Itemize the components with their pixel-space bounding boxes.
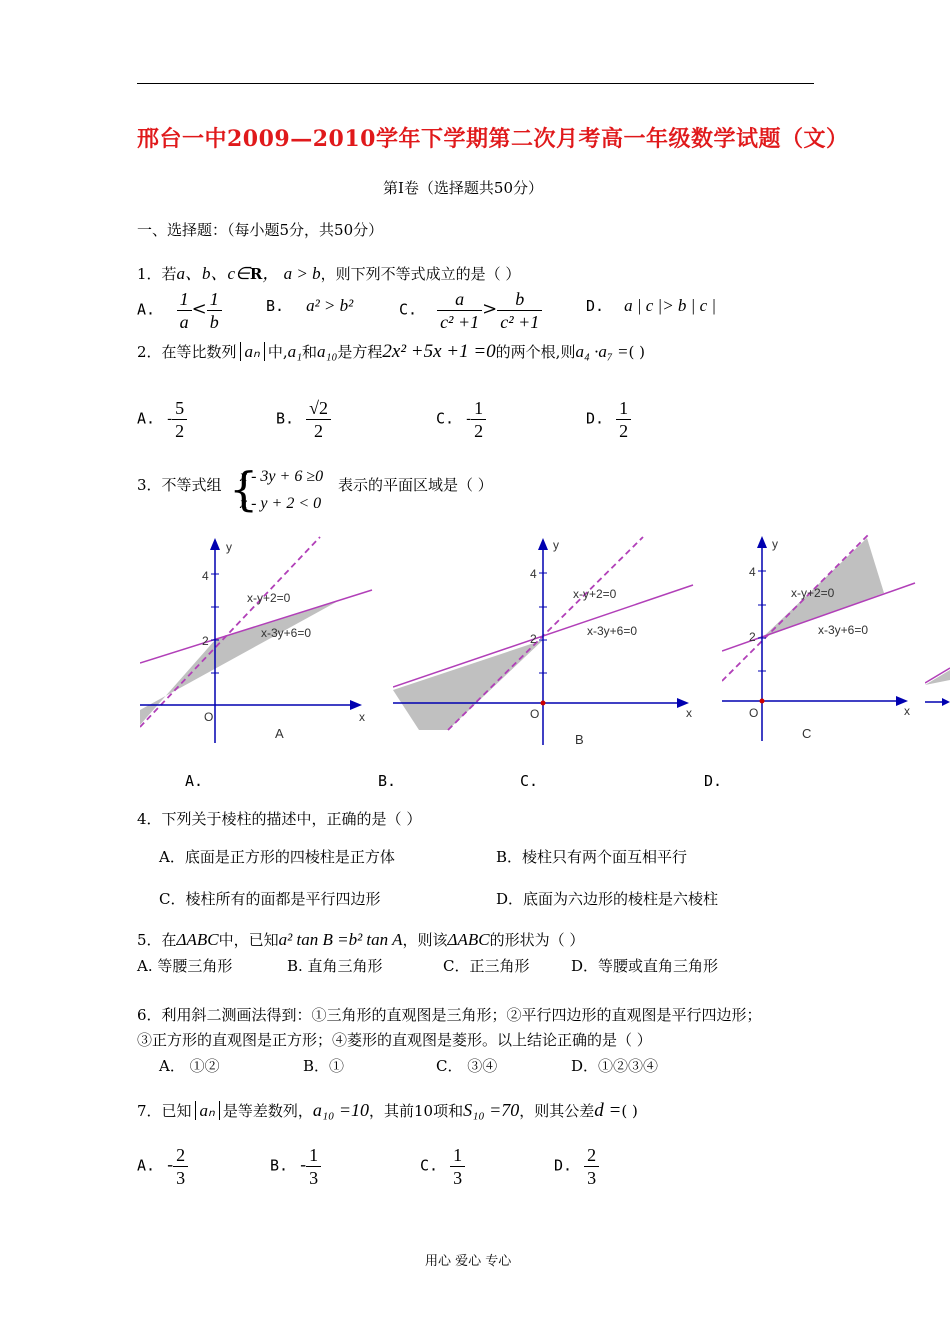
q5-option-c: C．正三角形 [443, 957, 530, 975]
q2-option-c: C. - $\frac{1}{2}$ [436, 397, 486, 442]
q3-brace: { [229, 462, 259, 516]
graph-c-line2-label: x-3y+6=0 [818, 623, 869, 637]
q1-tail: ，则下列不等式成立的是（ ） [320, 265, 521, 283]
q5-option-a: A. 等腰三角形 [137, 957, 233, 975]
q3-option-b: B. [378, 772, 397, 790]
q1-vars: a、b、c∈ [176, 264, 250, 283]
q1-real-set: R [249, 265, 263, 283]
q6-option-c: C． ③④ [436, 1057, 498, 1075]
q6-option-d: D．①②③④ [571, 1057, 659, 1075]
q5-option-b: B. 直角三角形 [287, 957, 383, 975]
graph-c-line1-label: x-y+2=0 [791, 586, 835, 600]
q1-option-d: D. a | c |> b | c | [586, 296, 717, 315]
graph-c-x-label: x [904, 704, 910, 718]
graph-b-caption: B [575, 732, 584, 747]
question-1-stem [137, 259, 520, 284]
q5-option-d: D．等腰或直角三角形 [571, 957, 719, 975]
q2-option-d: D. $\frac{1}{2}$ [586, 397, 631, 442]
graph-c-origin: O [749, 706, 759, 720]
header-rule [137, 83, 814, 84]
question-6-line-1: 6．利用斜二测画法得到：①三角形的直观图是三角形；②平行四边形的直观图是平行四边形； [137, 1006, 762, 1024]
svg-text:2: 2 [749, 630, 756, 644]
question-6-line-2: ③正方形的直观图是正方形；④菱形的直观图是菱形。以上结论正确的是（ ） [137, 1031, 652, 1049]
q1-option-a: A. $\frac{1}{a}$ < $\frac{1}{b}$ [137, 288, 222, 333]
graph-a-line1-label: x-y+2=0 [247, 591, 291, 605]
q7-option-b: B. - $\frac{1}{3}$ [270, 1144, 321, 1189]
q4-option-d: D．底面为六边形的棱柱是六棱柱 [496, 890, 719, 908]
graph-b-x-label: x [686, 706, 692, 720]
q1-option-b: B. a² > b² [266, 296, 354, 315]
q3-tail: 表示的平面区域是（ ） [338, 476, 493, 494]
q1-option-c: C. $\frac{a}{\text{c² +1}}$ > $\frac{b}{\text{c² +1}}$ [399, 288, 542, 333]
q7-option-c: C. $\frac{1}{3}$ [420, 1144, 465, 1189]
q6-option-a: A． ①② [159, 1057, 220, 1075]
graph-c-y-label: y [772, 537, 778, 551]
q7-option-d: D. $\frac{2}{3}$ [554, 1144, 599, 1189]
graph-a-y-label: y [226, 540, 232, 554]
question-7-stem: 7．已知 aₙ 是等差数列，a₁₀ =10，其前10项和S₁₀ =70，则其公差d =( ) [137, 1100, 638, 1121]
q4-option-a: A．底面是正方形的四棱柱是正方体 [159, 848, 395, 866]
graph-b-origin: O [530, 707, 540, 721]
svg-text:2: 2 [202, 634, 209, 648]
q3-inequality-1: x - 3y + 6 ≥0 [240, 468, 324, 485]
q4-option-b: B．棱柱只有两个面互相平行 [496, 848, 688, 866]
section-heading: 一、选择题：（每小题5分，共50分） [137, 221, 384, 239]
q2-option-b: B. $\frac{√2}{2}$ [276, 397, 331, 442]
question-3-label: 3．不等式组 [137, 476, 222, 494]
graph-d-partial [925, 640, 950, 710]
graph-b-y-label: y [553, 538, 559, 552]
part-heading: 第Ⅰ卷（选择题共50分） [383, 179, 544, 197]
graph-b [393, 535, 698, 750]
page-footer: 用心 爱心 专心 [425, 1254, 512, 1269]
graph-b-region [393, 640, 543, 730]
q6-option-b: B．① [303, 1057, 345, 1075]
q1-condition: ， a > b [262, 264, 321, 283]
question-5-stem: 5．在ΔABC中，已知a² tan B =b² tan A，则该ΔABC的形状为（ ） [137, 930, 585, 949]
graph-b-line2-label: x-3y+6=0 [587, 624, 638, 638]
q7-option-a: A. - $\frac{2}{3}$ [137, 1144, 188, 1189]
q3-inequality-2: x - y + 2 < 0 [240, 495, 322, 512]
q4-option-c: C．棱柱所有的面都是平行四边形 [159, 890, 381, 908]
graph-a-line2-label: x-3y+6=0 [261, 626, 312, 640]
graph-a-x-label: x [359, 710, 365, 724]
q3-option-d: D. [704, 772, 723, 790]
svg-text:4: 4 [530, 567, 537, 581]
question-4-stem: 4．下列关于棱柱的描述中，正确的是（ ） [137, 810, 422, 828]
graph-c [722, 533, 932, 748]
graph-a-origin: O [204, 710, 214, 724]
graph-a [140, 535, 380, 750]
q3-option-a: A. [185, 772, 204, 790]
exam-title: 邢台一中2009—2010学年下学期第二次月考高一年级数学试题（文） [137, 126, 849, 152]
svg-text:4: 4 [749, 565, 756, 579]
question-2-stem: 2．在等比数列 aₙ 中,a₁和a₁₀是方程2x² +5x +1 =0的两个根,则a₄ ·a₇ =( ) [137, 341, 645, 362]
q3-option-c: C. [520, 772, 539, 790]
q1-label: 1．若 [137, 265, 177, 283]
graph-b-line1-label: x-y+2=0 [573, 587, 617, 601]
svg-text:2: 2 [530, 632, 537, 646]
svg-text:4: 4 [202, 569, 209, 583]
q2-option-a: A. - $\frac{5}{2}$ [137, 397, 187, 442]
graph-a-region [140, 600, 340, 725]
graph-c-caption: C [802, 726, 812, 741]
graph-a-caption: A [275, 726, 284, 741]
